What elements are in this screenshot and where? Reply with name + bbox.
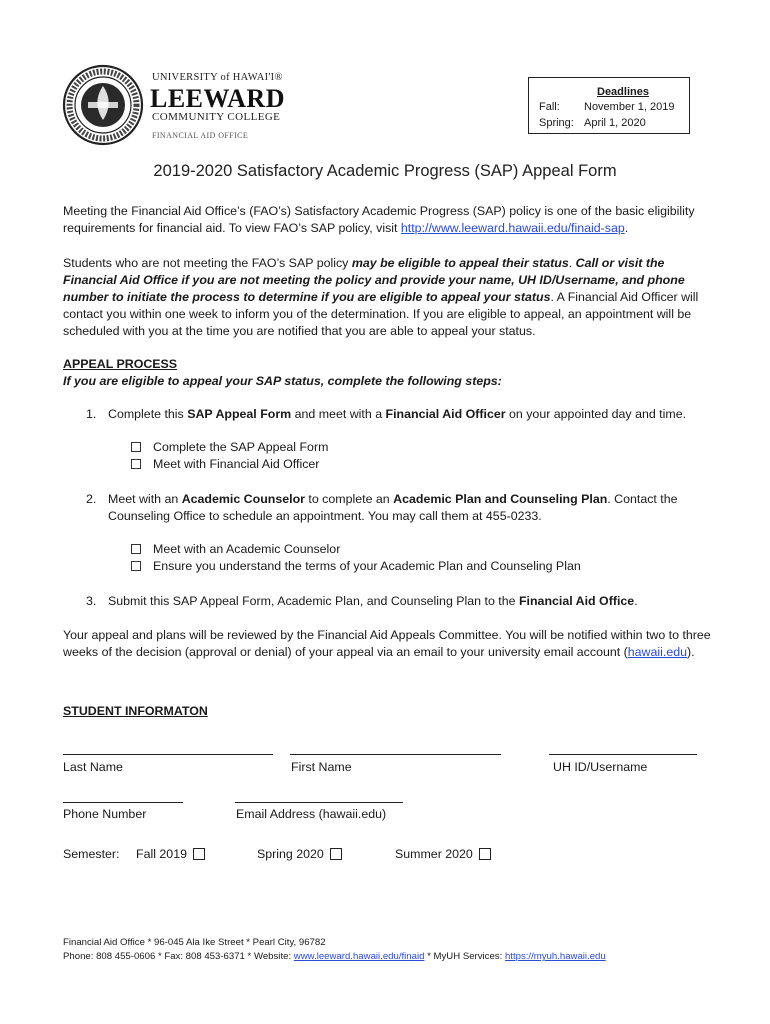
deadlines-box [528, 77, 690, 134]
checklist-item[interactable]: Complete the SAP Appeal Form [131, 439, 328, 456]
checkbox-icon[interactable] [131, 544, 141, 554]
review-paragraph: Your appeal and plans will be reviewed by the Financial Aid Appeals Committee. You will be notified within two to three weeks of the decision (approval or denial) of your appeal via an email to your university email account (hawaii.edu). [63, 628, 711, 659]
spring-deadline: April 1, 2020 [584, 117, 646, 129]
last-name-label: Last Name [63, 760, 123, 774]
email-field[interactable] [235, 802, 403, 803]
uh-id-label: UH ID/Username [553, 760, 648, 774]
last-name-field[interactable] [63, 754, 273, 755]
student-info-heading: STUDENT INFORMATON [63, 704, 208, 718]
office-name: FINANCIAL AID OFFICE [152, 131, 249, 140]
footer-address: Financial Aid Office * 96-045 Ala Ike Street * Pearl City, 96782 [63, 937, 326, 948]
page-title: 2019-2020 Satisfactory Academic Progress (SAP) Appeal Form [153, 162, 617, 180]
appeal-process-heading: APPEAL PROCESS [63, 357, 178, 371]
intro-paragraph: Meeting the Financial Aid Office’s (FAO’s) Satisfactory Academic Progress (SAP) policy is one of the basic eligibility requirements for financial aid. To view FAO’s SAP policy, visit http://www.leeward.hawaii.edu/finaid-sap. [63, 204, 695, 235]
uh-id-field[interactable] [549, 754, 697, 755]
hawaii-edu-link[interactable]: hawaii.edu [627, 645, 688, 659]
phone-field[interactable] [63, 802, 183, 803]
checkbox-icon[interactable] [131, 561, 141, 571]
step-2-number: 2. [86, 492, 97, 506]
university-name: UNIVERSITY of HAWAI'I® [152, 72, 283, 83]
first-name-field[interactable] [290, 754, 501, 755]
checklist-item[interactable]: Meet with an Academic Counselor [131, 541, 340, 558]
eligibility-paragraph: Students who are not meeting the FAO’s SAP policy may be eligible to appeal their status. Call or visit the Financial Aid Office if you are not meeting the policy and provide your name, UH ID/Username, and phone number to initiate the process to determine if you are eligible to appeal your status. A Financial Aid Officer will contact you within one week to inform you of the determination. If you are eligible to appeal, an appointment will be scheduled with you at the time you are notified that you are able to appeal your status. [63, 256, 699, 338]
fall-deadline: November 1, 2019 [584, 101, 675, 113]
appeal-process-subheading: If you are eligible to appeal your SAP status, complete the following steps: [63, 374, 502, 388]
finaid-website-link[interactable]: www.leeward.hawaii.edu/finaid [293, 951, 425, 962]
checklist-item[interactable]: Ensure you understand the terms of your Academic Plan and Counseling Plan [131, 558, 581, 575]
spring-2020-option[interactable]: Spring 2020 [257, 846, 342, 863]
step-1-number: 1. [86, 407, 97, 421]
college-name: LEEWARD [150, 84, 285, 113]
checkbox-icon[interactable] [131, 442, 141, 452]
step-3-number: 3. [86, 594, 97, 608]
checkbox-icon[interactable] [479, 848, 491, 860]
spring-label: Spring: [539, 117, 574, 129]
checkbox-icon[interactable] [330, 848, 342, 860]
step-3-text: Submit this SAP Appeal Form, Academic Plan, and Counseling Plan to the Financial Aid Office. [108, 594, 638, 608]
checkbox-icon[interactable] [131, 459, 141, 469]
university-seal-logo [62, 64, 144, 146]
deadlines-title: Deadlines [597, 86, 649, 98]
phone-label: Phone Number [63, 807, 147, 821]
checklist-item[interactable]: Meet with Financial Aid Officer [131, 456, 319, 473]
sap-policy-link[interactable]: http://www.leeward.hawaii.edu/finaid-sap [400, 221, 625, 235]
summer-2020-option[interactable]: Summer 2020 [395, 846, 491, 863]
semester-label: Semester: [63, 847, 120, 861]
checkbox-icon[interactable] [193, 848, 205, 860]
footer-contact: Phone: 808 455-0606 * Fax: 808 453-6371 * Website: www.leeward.hawaii.edu/finaid * MyUH Services: https://myuh.hawaii.edu [63, 951, 606, 962]
myuh-link[interactable]: https://myuh.hawaii.edu [504, 951, 606, 962]
email-label: Email Address (hawaii.edu) [236, 807, 387, 821]
fall-label: Fall: [539, 101, 560, 113]
step-1-text: Complete this SAP Appeal Form and meet with a Financial Aid Officer on your appointed day and time. [108, 407, 687, 421]
fall-2019-option[interactable]: Fall 2019 [136, 846, 205, 863]
step-2-text: Meet with an Academic Counselor to complete an Academic Plan and Counseling Plan. Contact the Counseling Office to schedule an appointment. You may call them at 455-0233. [108, 492, 678, 523]
college-subtitle: COMMUNITY COLLEGE [152, 111, 281, 123]
first-name-label: First Name [291, 760, 352, 774]
